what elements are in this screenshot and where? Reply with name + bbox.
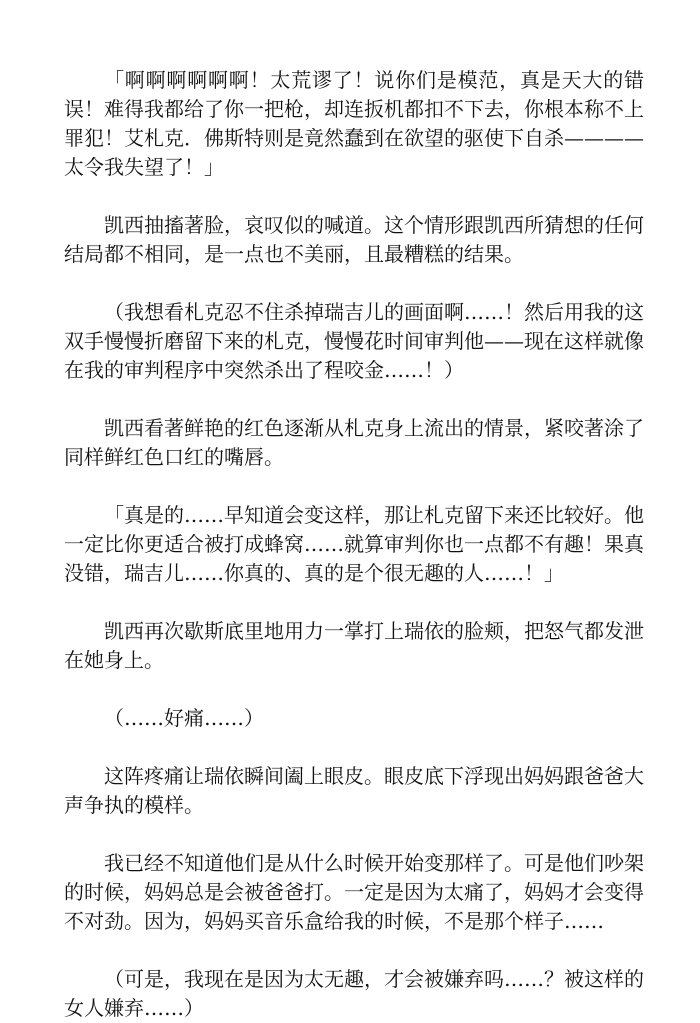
paragraph-3: （我想看札克忍不住杀掉瑞吉儿的画面啊……！然后用我的这双手慢慢折磨留下来的札克，慢慢花时间审判他——现在这样就像在我的审判程序中突然杀出了程咬金……！） <box>64 300 644 382</box>
paragraph-4: 凯西看著鲜艳的红色逐渐从札克身上流出的情景，紧咬著涂了同样鲜红色口红的嘴唇。 <box>64 416 644 469</box>
paragraph-7: （……好痛……） <box>104 706 264 730</box>
paragraph-9: 我已经不知道他们是从什么时候开始变那样了。可是他们吵架的时候，妈妈总是会被爸爸打。一定是因为太痛了，妈妈才会变得不对劲。因为，妈妈买音乐盒给我的时候，不是那个样子…… <box>64 851 644 933</box>
paragraph-8: 这阵疼痛让瑞依瞬间阖上眼皮。眼皮底下浮现出妈妈跟爸爸大声争执的模样。 <box>64 764 644 817</box>
paragraph-6: 凯西再次歇斯底里地用力一掌打上瑞依的脸颊，把怒气都发泄在她身上。 <box>64 619 644 672</box>
paragraph-1: 「啊啊啊啊啊啊！太荒谬了！说你们是模范，真是天大的错误！难得我都给了你一把枪，却连扳机都扣不下去，你根本称不上罪犯！艾札克．佛斯特则是竟然蠢到在欲望的驱使下自杀————太令我失望了！」 <box>64 68 644 179</box>
paragraph-5: 「真是的……早知道会变这样，那让札克留下来还比较好。他一定比你更适合被打成蜂窝……就算审判你也一点都不有趣！果真没错，瑞吉儿……你真的、真的是个很无趣的人……！」 <box>64 503 644 585</box>
paragraph-10: （可是，我现在是因为太无趣，才会被嫌弃吗……？被这样的女人嫌弃……） <box>64 967 644 1020</box>
paragraph-2: 凯西抽搐著脸，哀叹似的喊道。这个情形跟凯西所猜想的任何结局都不相同，是一点也不美丽，且最糟糕的结果。 <box>64 213 644 266</box>
document-page <box>64 66 644 1023</box>
